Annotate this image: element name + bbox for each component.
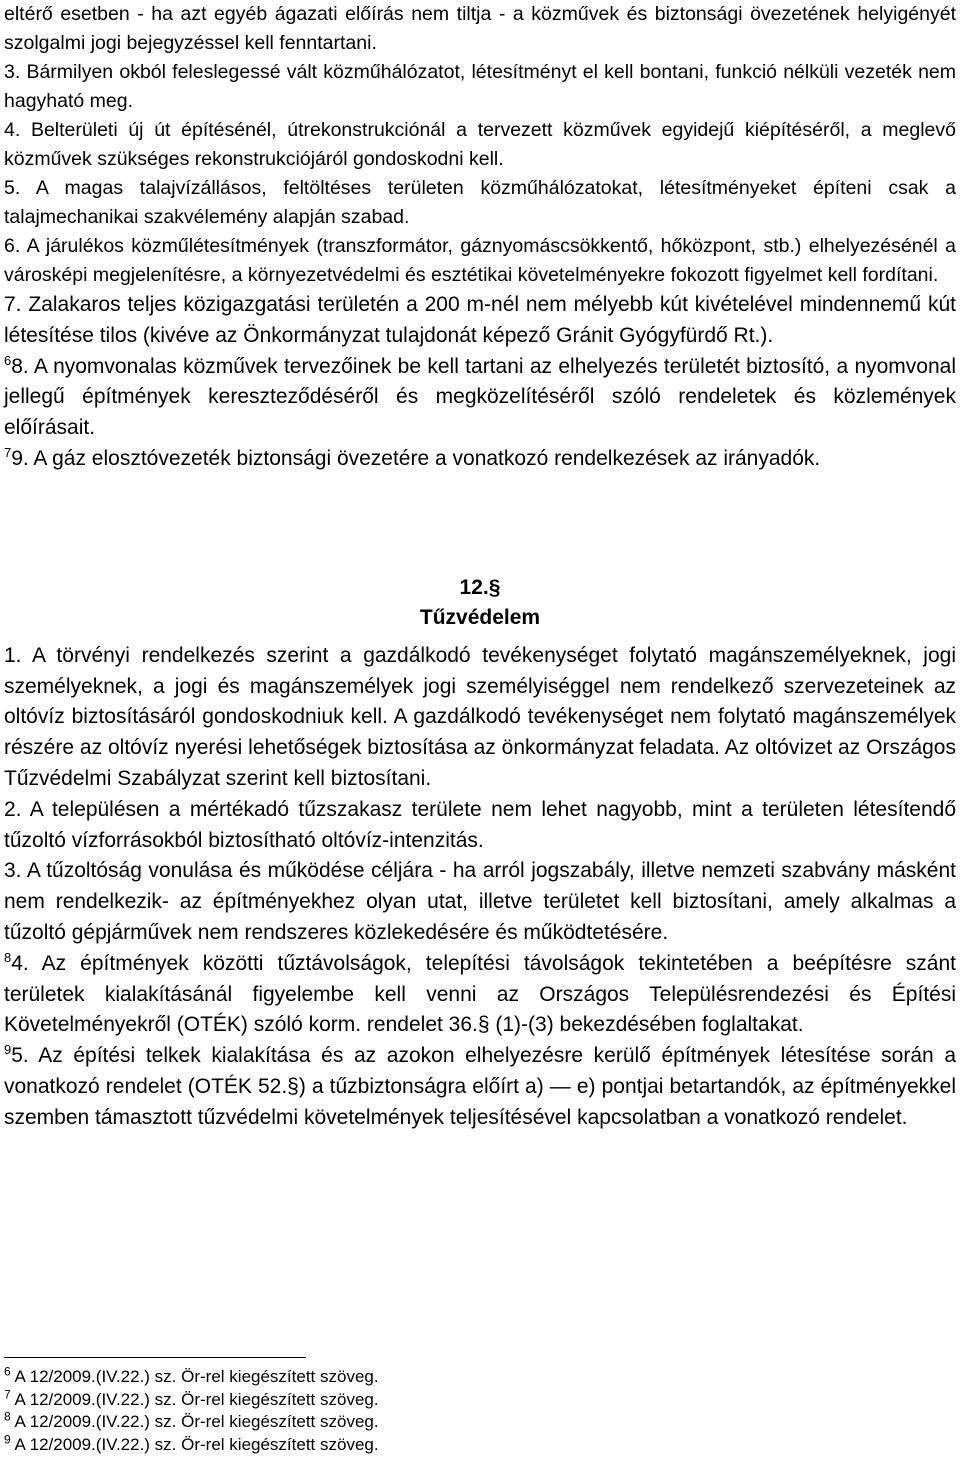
- footnote-number: 6: [4, 1364, 11, 1379]
- section-number: 12.: [459, 575, 489, 599]
- paragraph-8: [4, 352, 956, 444]
- paragraph-continuation: eltérő esetben - ha azt egyéb ágazati előírás nem tiltja - a közművek és biztonsági övezetének helyigényét szolgalmi jogi bejegyzéssel kell fenntartani.: [4, 3, 956, 54]
- paragraph-7: [4, 290, 956, 352]
- paragraph-text: 8. A nyomvonalas közművek tervezőinek be kell tartani az elhelyezés területét biztosító, a nyomvonal jellegű építmények kereszteződéséről és megközelítéséről szóló rendeletek és közlemények előírásait.: [4, 354, 956, 440]
- footnote-ref[interactable]: 8: [4, 949, 12, 965]
- paragraph-6: 6. A járulékos közműlétesítmények (transzformátor, gáznyomáscsökkentő, hőközpont, stb.) elhelyezésénél a városképi megjelenítésre, a környezetvédelmi és esztétikai követelményekre fokozott figyelmet kell fordítani.: [4, 235, 956, 286]
- paragraph-text: 7. Zalakaros teljes közigazgatási területén a 200 m-nél nem mélyebb kút kivételével mindennemű kút létesítése tilos (kivéve az Önkormányzat tulajdonát képező Gránit Gyógyfürdő Rt.).: [4, 293, 956, 347]
- footnote-6: [4, 1366, 379, 1389]
- paragraph-5: 5. A magas talajvízállásos, feltöltéses területen közműhálózatokat, létesítményeket építeni csak a talajmechanikai szakvélemény alapján szabad.: [4, 177, 956, 228]
- section-heading: [4, 573, 956, 633]
- section-paragraph-5: [4, 1041, 956, 1133]
- footnote-text: A 12/2009.(IV.22.) sz. Ör-rel kiegészített szöveg.: [14, 1412, 379, 1432]
- footnote-text: A 12/2009.(IV.22.) sz. Ör-rel kiegészített szöveg.: [14, 1389, 379, 1409]
- footnote-number: 9: [4, 1432, 11, 1447]
- section-paragraph-2: [4, 795, 956, 857]
- paragraph-9: [4, 444, 956, 475]
- section-paragraph-1: [4, 641, 956, 795]
- footnote-separator: [4, 1357, 306, 1358]
- footnote-ref[interactable]: 9: [4, 1042, 12, 1058]
- section-paragraphs: [4, 641, 956, 1134]
- paragraph-text: 2. A településen a mértékadó tűzszakasz területe nem lehet nagyobb, mint a területen létesítendő tűzoltó vízforrásokból biztosítható oltóvíz-intenzitás.: [4, 797, 956, 852]
- paragraph-text: 1. A törvényi rendelkezés szerint a gazdálkodó tevékenységet folytató magánszemélyeknek, jogi személyeknek, a jogi és magánszemélyek jogi személyiséggel nem rendelkező szervezeteinek az oltóvíz biztosításáról gondoskodniuk kell. A gazdálkodó tevékenységet nem folytató magánszemélyek részére az oltóvíz nyerési lehetőségek biztosítása az önkormányzat feladata. Az oltóvizet az Országos Tűzvédelmi Szabályzat szerint kell biztosítani.: [4, 643, 956, 790]
- paragraph-text: 3. A tűzoltóság vonulása és működése céljára - ha arról jogszabály, illetve nemzeti szabvány másként nem rendelkezik- az építményekhez olyan utat, illetve területet kell biztosítani, amely alkalmas a tűzoltó gépjárművek nem rendszeres közlekedésére és működtetésére.: [4, 859, 956, 944]
- footnote-text: A 12/2009.(IV.22.) sz. Ör-rel kiegészített szöveg.: [14, 1367, 379, 1386]
- section-symbol: §: [488, 575, 501, 599]
- paragraph-4: 4. Belterületi új út építésénél, útrekonstrukciónál a tervezett közművek egyidejű kiépítéséről, a meglevő közművek szükséges rekonstrukciójáról gondoskodni kell.: [4, 119, 956, 170]
- mid-paragraphs: [4, 290, 956, 475]
- footnote-ref[interactable]: 6: [4, 352, 12, 368]
- footnote-text: A 12/2009.(IV.22.) sz. Ör-rel kiegészített szöveg.: [14, 1434, 379, 1454]
- footnote-7: [4, 1386, 379, 1412]
- footnotes: [4, 1366, 379, 1456]
- footnote-number: 8: [4, 1409, 11, 1424]
- footnote-number: 7: [4, 1386, 11, 1401]
- section-paragraph-4: [4, 949, 956, 1041]
- paragraph-3: 3. Bármilyen okból feleslegessé vált közműhálózatot, létesítményt el kell bontani, funkció nélküli vezeték nem hagyható meg.: [4, 61, 956, 112]
- paragraph-text: 5. Az építési telkek kialakítása és az azokon elhelyezésre kerülő építmények létesítése során a vonatkozó rendelet (OTÉK 52.§) a tűzbiztonságra előírt a) — e) pontjai betartandók, az építményekkel szemben támasztott tűzvédelmi követelmények teljesítésével kapcsolatban a vonatkozó rendelet.: [4, 1044, 956, 1129]
- footnote-8: [4, 1411, 379, 1434]
- section-number-line: [4, 573, 956, 603]
- paragraph-text: 9. A gáz elosztóvezeték biztonsági övezetére a vonatkozó rendelkezések az irányadók.: [11, 446, 821, 470]
- section-paragraph-3: [4, 856, 956, 948]
- document-page: [4, 0, 956, 1134]
- section-title: Tűzvédelem: [419, 605, 541, 629]
- top-paragraphs: [4, 0, 956, 290]
- footnote-ref[interactable]: 7: [4, 444, 12, 460]
- footnote-9: [4, 1434, 379, 1457]
- paragraph-text: 4. Az építmények közötti tűztávolságok, telepítési távolságok tekintetében a beépítésre szánt területek kialakításánál figyelembe kell venni az Országos Településrendezési és Építési Követelményekről (OTÉK) szóló korm. rendelet 36.§ (1)-(3) bekezdésében foglaltakat.: [4, 951, 956, 1037]
